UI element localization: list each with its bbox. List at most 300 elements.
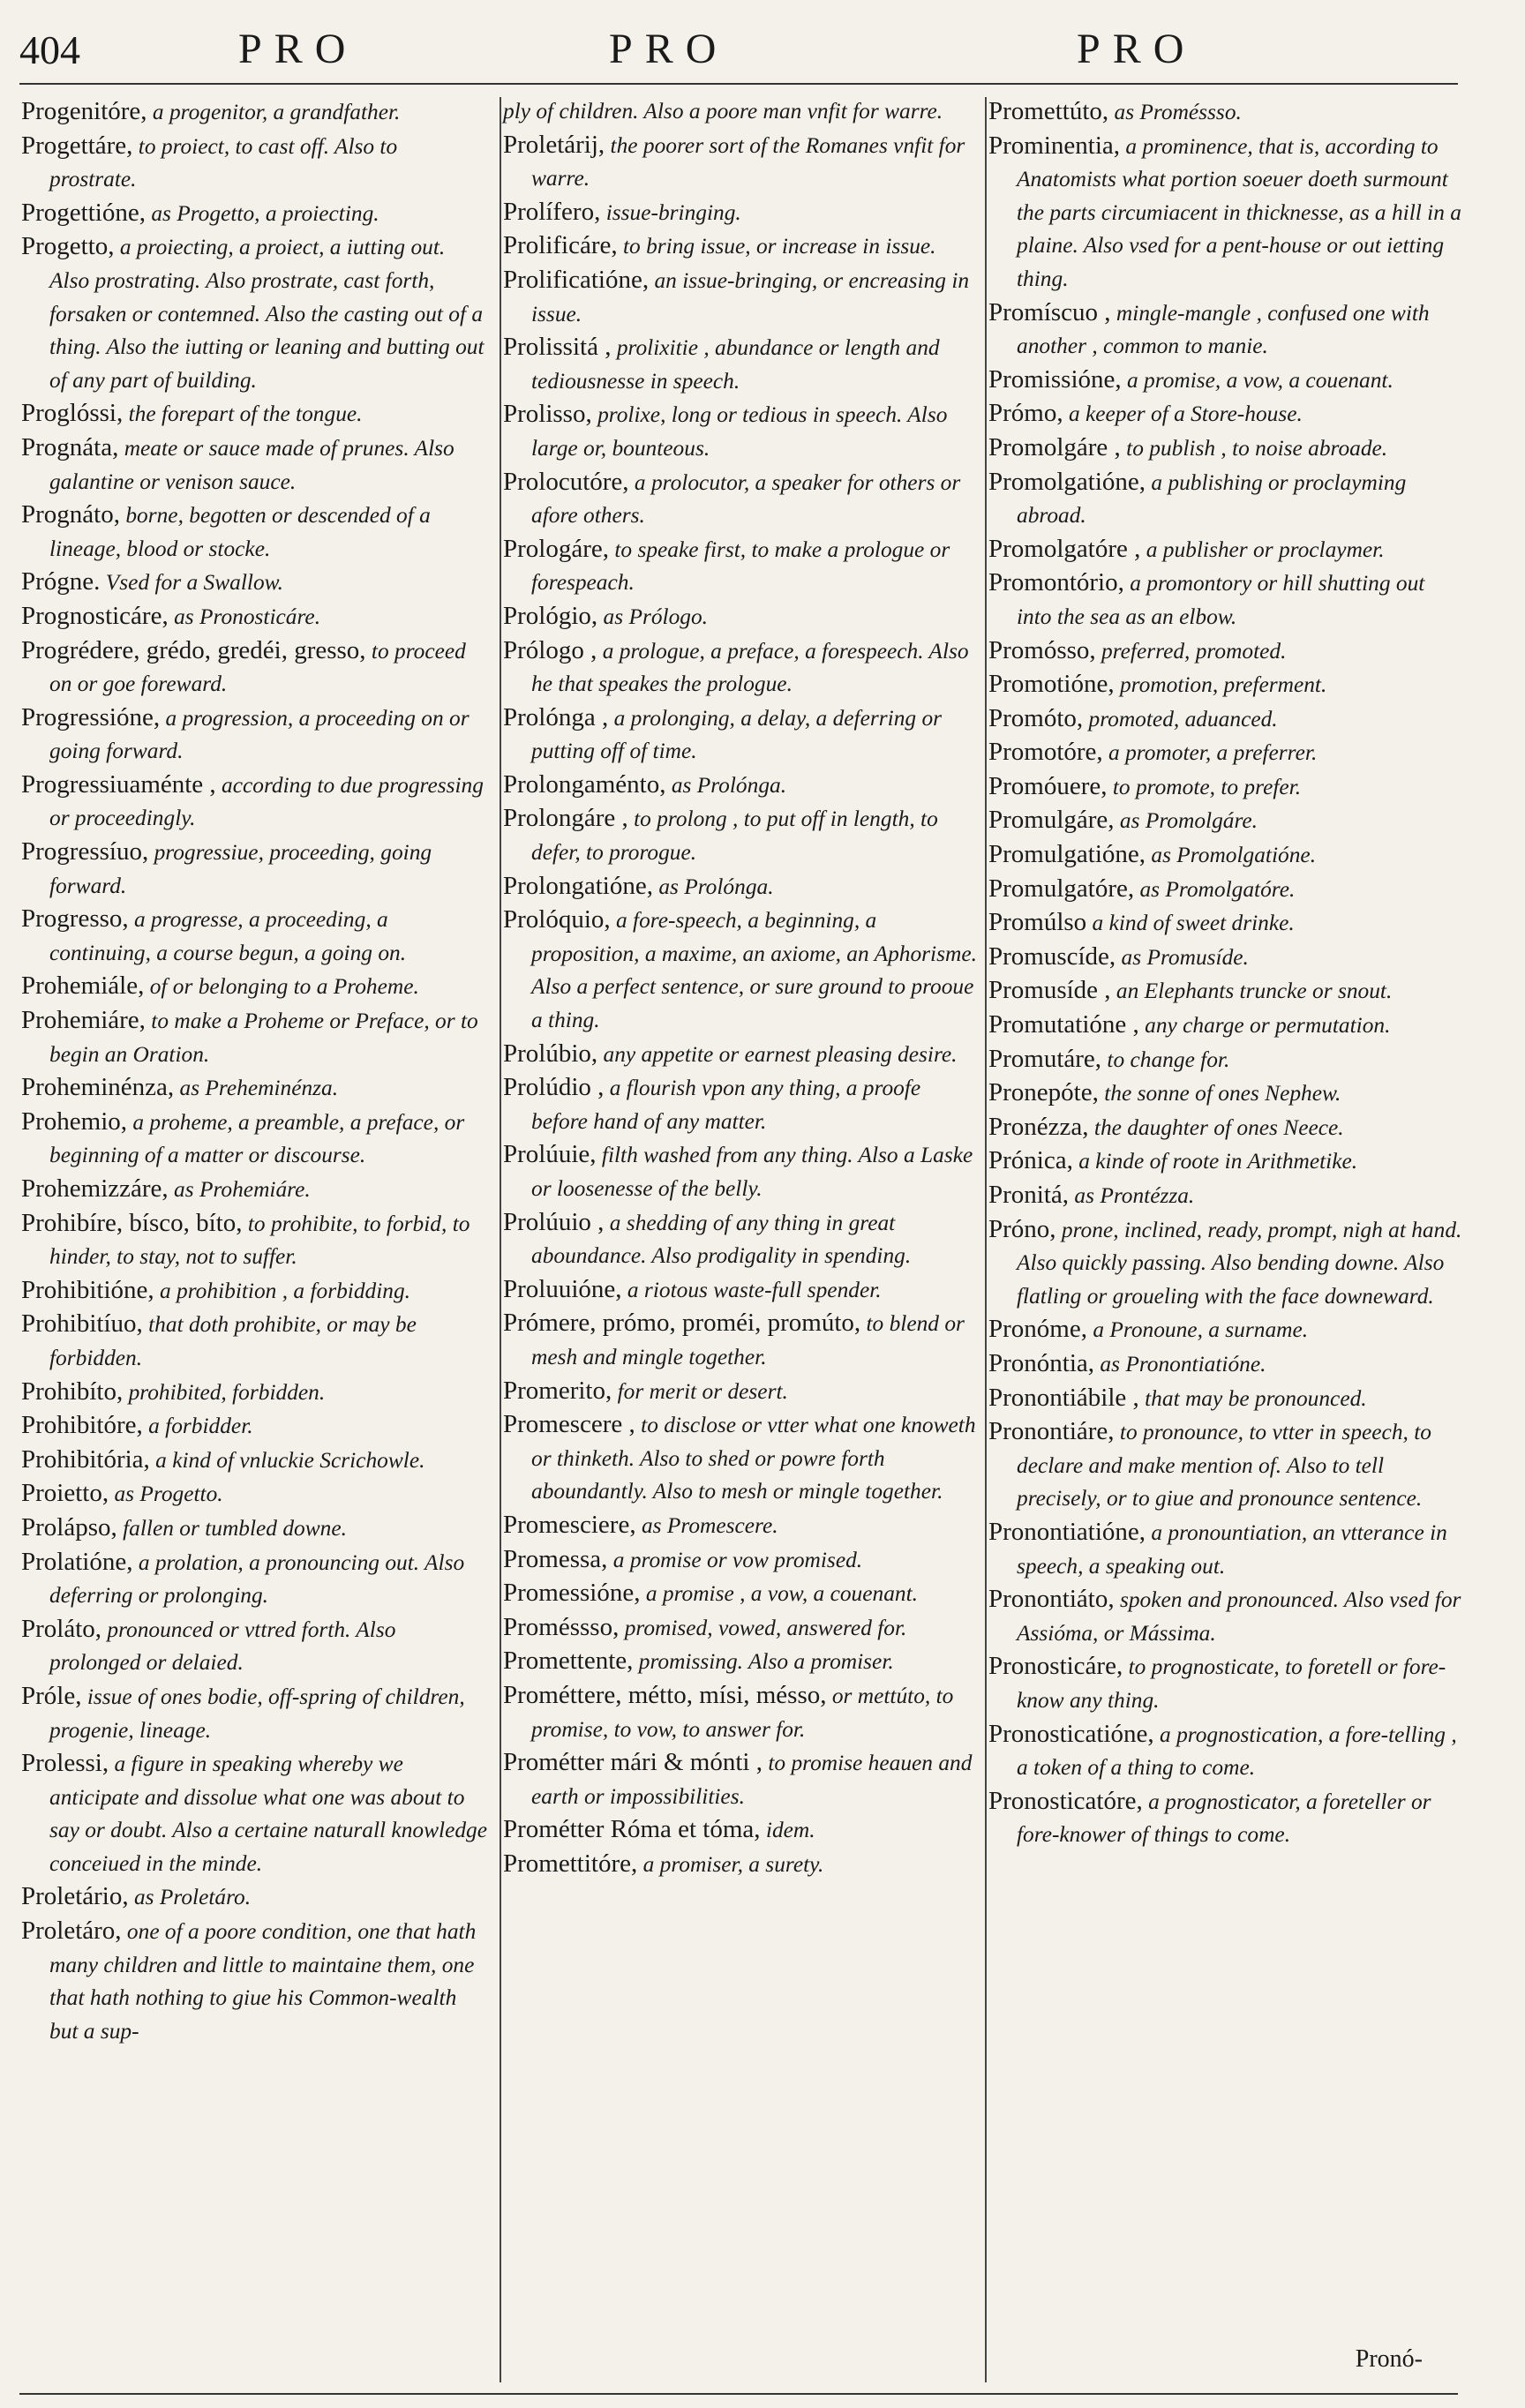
dictionary-entry bbox=[988, 1516, 1465, 1583]
entry-headword: Prolífero, bbox=[503, 197, 601, 226]
entry-definition: a promoter, a preferrer. bbox=[1108, 740, 1318, 766]
dictionary-entry bbox=[503, 1746, 978, 1813]
column-divider bbox=[500, 97, 501, 2382]
dictionary-entry bbox=[503, 870, 978, 904]
entry-headword: Promíscuo , bbox=[988, 297, 1111, 326]
entry-headword: Pronontiáto, bbox=[988, 1585, 1115, 1614]
entry-headword: Promotóre, bbox=[988, 738, 1103, 767]
entry-headword: Prohemiáre, bbox=[21, 1006, 146, 1035]
entry-definition: a prominence, that is, according to Anatomists what portion soeuer doeth surmount the parts circumiacent in thicknesse, as a hill in a plaine. Also vsed for a pent-house or out ietting thing. bbox=[1017, 133, 1461, 291]
entry-headword: Prógne. bbox=[21, 567, 101, 596]
dictionary-entry bbox=[503, 466, 978, 533]
entry-headword: Promolgatióne, bbox=[988, 467, 1146, 496]
entry-definition: meate or sauce made of prunes. Also galantine or venison sauce. bbox=[49, 435, 454, 494]
dictionary-entry bbox=[503, 196, 978, 230]
dictionary-entry bbox=[21, 1680, 489, 1747]
dictionary-entry bbox=[503, 264, 978, 331]
entry-headword: Promessa, bbox=[503, 1544, 608, 1573]
entry-headword: Prohemizzáre, bbox=[21, 1174, 169, 1203]
entry-definition: for merit or desert. bbox=[617, 1378, 788, 1404]
entry-definition: an Elephants truncke or snout. bbox=[1116, 979, 1393, 1004]
entry-headword: Proglóssi, bbox=[21, 399, 124, 428]
entry-definition: a promiser, a surety. bbox=[642, 1851, 824, 1877]
dictionary-entry bbox=[21, 1880, 489, 1915]
entry-definition: prone, inclined, ready, prompt, nigh at hand. Also quickly passing. Also bending downe. Also flatling or groueling with the face downeward. bbox=[1017, 1217, 1462, 1309]
entry-headword: Promóto, bbox=[988, 703, 1084, 732]
entry-definition: a keeper of a Store-house. bbox=[1068, 401, 1303, 427]
entry-headword: Promulgáre, bbox=[988, 806, 1115, 835]
entry-definition: to speake first, to make a prologue or forespeach. bbox=[531, 536, 950, 596]
entry-definition: a shedding of any thing in great aboundance. Also prodigality in spending. bbox=[531, 1210, 912, 1269]
entry-definition: filth washed from any thing. Also a Laske or loosenesse of the belly. bbox=[531, 1143, 973, 1201]
entry-definition: as Prolónga. bbox=[658, 874, 774, 899]
entry-headword: Progetto, bbox=[21, 232, 115, 261]
entry-headword: Prohibíto, bbox=[21, 1377, 124, 1406]
entry-headword: Prolificáre, bbox=[503, 231, 618, 260]
entry-headword: Proietto, bbox=[21, 1479, 109, 1508]
entry-definition: as Promusíde. bbox=[1121, 944, 1249, 970]
dictionary-entry bbox=[503, 533, 978, 600]
entry-definition: a figure in speaking whereby we anticipate and dissolue what one was about to say or doubt. Also a certaine naturall knowledge conceiued in the minde. bbox=[49, 1752, 488, 1876]
entry-headword: Prohibitóre, bbox=[21, 1411, 143, 1440]
entry-definition: issue-bringing. bbox=[605, 199, 741, 225]
entry-headword: Prolissitá , bbox=[503, 333, 612, 362]
entry-definition: as Promolgáre. bbox=[1119, 808, 1258, 834]
entry-definition: a Pronoune, a surname. bbox=[1093, 1317, 1309, 1343]
dictionary-entry bbox=[21, 130, 489, 197]
entry-headword: Progressióne, bbox=[21, 702, 161, 731]
entry-definition: to proiect, to cast off. Also to prostrate. bbox=[49, 133, 398, 192]
entry-definition: as Prontézza. bbox=[1074, 1183, 1195, 1208]
entry-headword: Prohemiále, bbox=[21, 971, 145, 1001]
entry-definition: to prognosticate, to foretell or fore-know any thing. bbox=[1017, 1654, 1446, 1713]
dictionary-entry bbox=[21, 1613, 489, 1680]
dictionary-entry bbox=[503, 1038, 978, 1072]
dictionary-entry bbox=[21, 836, 489, 903]
entry-headword: Progressíuo, bbox=[21, 837, 149, 866]
entry-headword: Prolápso, bbox=[21, 1512, 117, 1542]
entry-headword: Próle, bbox=[21, 1681, 82, 1710]
entry-headword: Prolisso, bbox=[503, 400, 592, 429]
entry-headword: Prohibitória, bbox=[21, 1444, 150, 1474]
entry-headword: Prolónga , bbox=[503, 702, 609, 731]
entry-headword: Promescere , bbox=[503, 1410, 635, 1439]
entry-definition: a proheme, a preamble, a preface, or beginning of a matter or discourse. bbox=[49, 1109, 465, 1168]
dictionary-entry bbox=[21, 1071, 489, 1106]
dictionary-entry bbox=[21, 970, 489, 1004]
entry-headword: Pronosticáre, bbox=[988, 1652, 1123, 1681]
dictionary-entry bbox=[21, 1004, 489, 1071]
entry-definition: idem. bbox=[765, 1818, 815, 1843]
entry-headword: Proméssso, bbox=[503, 1612, 620, 1641]
dictionary-entry bbox=[21, 431, 489, 499]
dictionary-entry bbox=[503, 802, 978, 869]
dictionary-entry bbox=[21, 769, 489, 836]
entry-headword: Prohemio, bbox=[21, 1106, 128, 1136]
dictionary-entry bbox=[503, 1138, 978, 1205]
dictionary-entry bbox=[503, 701, 978, 769]
dictionary-entry bbox=[21, 1376, 489, 1410]
dictionary-entry bbox=[503, 1543, 978, 1578]
dictionary-entry bbox=[21, 1477, 489, 1512]
dictionary-entry bbox=[21, 1274, 489, 1309]
entry-headword: Pronézza, bbox=[988, 1112, 1089, 1141]
entry-headword: Pronóme, bbox=[988, 1315, 1087, 1344]
dictionary-entry bbox=[988, 736, 1465, 770]
entry-headword: Proletáro, bbox=[21, 1917, 122, 1946]
dictionary-entry bbox=[21, 634, 489, 701]
dictionary-entry bbox=[988, 1583, 1465, 1650]
entry-definition: as Prolónga. bbox=[671, 772, 787, 798]
entry-headword: Prolificatióne, bbox=[503, 265, 650, 294]
entry-headword: Prolongaménto, bbox=[503, 769, 666, 799]
entry-headword: Promolgatóre , bbox=[988, 534, 1141, 563]
entry-headword: Prónica, bbox=[988, 1146, 1073, 1175]
dictionary-entry bbox=[21, 1546, 489, 1613]
dictionary-entry bbox=[988, 1111, 1465, 1145]
entry-headword: Prólogo , bbox=[503, 635, 597, 664]
entry-definition: to prohibite, to forbid, to hinder, to stay, not to suffer. bbox=[49, 1211, 470, 1270]
entry-definition: promoted, aduanced. bbox=[1088, 706, 1278, 731]
dictionary-entry bbox=[988, 466, 1465, 533]
entry-headword: Progresso, bbox=[21, 904, 129, 934]
dictionary-entry bbox=[503, 1577, 978, 1611]
dictionary-entry bbox=[503, 1375, 978, 1409]
entry-definition: a flourish vpon any thing, a proofe before hand of any matter. bbox=[531, 1076, 921, 1134]
entry-headword: Pronepóte, bbox=[988, 1078, 1099, 1107]
entry-headword: Prohibitíuo, bbox=[21, 1309, 143, 1339]
dictionary-entry bbox=[21, 1747, 489, 1880]
dictionary-entry bbox=[21, 1207, 489, 1274]
entry-definition: any appetite or earnest pleasing desire. bbox=[603, 1041, 958, 1067]
entry-headword: Proláto, bbox=[21, 1614, 102, 1643]
entry-definition: a prolation, a pronouncing out. Also deferring or prolonging. bbox=[49, 1549, 465, 1609]
dictionary-entry bbox=[988, 634, 1465, 669]
entry-definition: a kinde of roote in Arithmetike. bbox=[1078, 1149, 1358, 1174]
entry-definition: issue of ones bodie, off-spring of children, progenie, lineage. bbox=[49, 1684, 465, 1743]
entry-definition: one of a poore condition, one that hath many children and little to maintaine them, one that hath nothing to giue his Common-wealth but a sup- bbox=[49, 1919, 477, 2044]
dictionary-entry bbox=[988, 702, 1465, 737]
entry-definition: to disclose or vtter what one knoweth or thinketh. Also to shed or powre forth aboundantly. Also to mesh or mingle together. bbox=[531, 1413, 976, 1504]
dictionary-entry bbox=[503, 1509, 978, 1543]
dictionary-entry bbox=[988, 296, 1465, 364]
entry-headword: Prolongatióne, bbox=[503, 871, 653, 900]
entry-definition: promotion, preferment. bbox=[1119, 672, 1327, 698]
entry-headword: Promulgatióne, bbox=[988, 840, 1146, 869]
dictionary-entry bbox=[21, 701, 489, 769]
column-middle bbox=[503, 95, 978, 1881]
entry-definition: any charge or permutation. bbox=[1145, 1013, 1391, 1039]
entry-definition: to prolong , to put off in length, to defer, to prorogue. bbox=[531, 806, 938, 866]
entry-headword: Prologáre, bbox=[503, 534, 609, 563]
entry-headword: Prognáto, bbox=[21, 500, 120, 529]
entry-definition: as Pronosticáre. bbox=[174, 604, 321, 629]
dictionary-entry bbox=[988, 941, 1465, 975]
entry-definition: the forepart of the tongue. bbox=[128, 401, 363, 427]
entry-headword: Prognáta, bbox=[21, 432, 119, 461]
dictionary-entry bbox=[21, 566, 489, 600]
entry-definition: a prognostication, a fore-telling , a token of a thing to come. bbox=[1017, 1722, 1457, 1781]
entry-headword: Promusíde , bbox=[988, 976, 1111, 1005]
entry-headword: Progettióne, bbox=[21, 198, 146, 227]
entry-headword: Proheminénza, bbox=[21, 1073, 175, 1102]
entry-headword: Prómere, prómo, proméi, promúto, bbox=[503, 1309, 861, 1338]
dictionary-entry bbox=[21, 600, 489, 634]
entry-definition: spoken and pronounced. Also vsed for Assióma, or Mássima. bbox=[1017, 1587, 1461, 1646]
entry-definition: or mettúto, to promise, to vow, to answer for. bbox=[531, 1683, 954, 1742]
dictionary-entry bbox=[988, 1144, 1465, 1179]
entry-headword: Promutáre, bbox=[988, 1044, 1102, 1073]
entry-definition: that doth prohibite, or may be forbidden. bbox=[49, 1312, 417, 1370]
dictionary-entry bbox=[503, 331, 978, 398]
entry-headword: Prométter Róma et tóma, bbox=[503, 1815, 761, 1844]
entry-headword: Pronosticatióne, bbox=[988, 1719, 1154, 1748]
entry-headword: Prolúuio , bbox=[503, 1207, 605, 1236]
entry-definition: to bring issue, or increase in issue. bbox=[623, 234, 936, 259]
entry-headword: Prométter mári & mónti , bbox=[503, 1748, 762, 1777]
dictionary-entry bbox=[21, 1308, 489, 1375]
entry-headword: Promettitóre, bbox=[503, 1849, 638, 1878]
entry-headword: Promutatióne , bbox=[988, 1010, 1139, 1039]
dictionary-entry bbox=[988, 1415, 1465, 1516]
page-number: 404 bbox=[19, 27, 80, 72]
entry-definition: a kind of sweet drinke. bbox=[1092, 911, 1295, 936]
entry-definition: a prolocutor, a speaker for others or afore others. bbox=[531, 469, 961, 529]
entry-headword: Promesciere, bbox=[503, 1510, 636, 1539]
entry-definition: a publisher or proclaymer. bbox=[1146, 536, 1385, 562]
entry-definition: pronounced or vttred forth. Also prolonged or delaied. bbox=[49, 1617, 396, 1676]
entry-definition: the sonne of ones Nephew. bbox=[1104, 1081, 1341, 1106]
dictionary-entry bbox=[503, 1206, 978, 1273]
entry-headword: Proluuióne, bbox=[503, 1274, 622, 1303]
dictionary-entry bbox=[21, 903, 489, 970]
dictionary-entry bbox=[988, 1718, 1465, 1785]
dictionary-entry bbox=[503, 95, 978, 129]
entry-definition: the daughter of ones Neece. bbox=[1093, 1114, 1344, 1140]
dictionary-entry bbox=[988, 1179, 1465, 1213]
dictionary-entry bbox=[21, 230, 489, 397]
entry-definition: progressiue, proceeding, going forward. bbox=[49, 840, 432, 898]
entry-headword: Prognosticáre, bbox=[21, 601, 169, 630]
entry-headword: Pronosticatóre, bbox=[988, 1786, 1143, 1815]
entry-headword: Promóuere, bbox=[988, 771, 1108, 800]
entry-headword: Promulgatóre, bbox=[988, 874, 1135, 903]
entry-headword: Progressiuaménte , bbox=[21, 769, 216, 799]
dictionary-entry bbox=[21, 1106, 489, 1173]
entry-headword: Pronontiatióne, bbox=[988, 1517, 1146, 1546]
dictionary-entry bbox=[988, 431, 1465, 466]
entry-headword: Prolongáre , bbox=[503, 804, 628, 833]
entry-definition: as Proletáro. bbox=[133, 1885, 252, 1910]
dictionary-entry bbox=[503, 398, 978, 465]
entry-headword: Pronontiáre, bbox=[988, 1417, 1115, 1446]
entry-headword: Prohibíre, bísco, bíto, bbox=[21, 1208, 243, 1237]
entry-definition: a proiecting, a proiect, a iutting out. Also prostrating. Also prostrate, cast forth, forsaken or contemned. Also the casting out of a thing. Also the iutting or leaning and butting out of any part of building. bbox=[49, 235, 485, 393]
entry-headword: Próno, bbox=[988, 1214, 1056, 1243]
dictionary-entry bbox=[503, 600, 978, 634]
entry-headword: Promerito, bbox=[503, 1376, 612, 1405]
running-head-left: PRO bbox=[238, 26, 358, 72]
entry-headword: Prolúuie, bbox=[503, 1140, 597, 1169]
entry-definition: to blend or mesh and mingle together. bbox=[531, 1311, 965, 1369]
dictionary-entry bbox=[503, 1645, 978, 1679]
dictionary-entry bbox=[988, 906, 1465, 941]
entry-definition: a kind of vnluckie Scrichowle. bbox=[155, 1447, 425, 1473]
dictionary-entry bbox=[503, 1273, 978, 1308]
catchword: Pronó- bbox=[1355, 2345, 1423, 2373]
entry-definition: as Proméssso. bbox=[1114, 100, 1242, 124]
entry-definition: borne, begotten or descended of a lineage, blood or stocke. bbox=[49, 503, 431, 561]
entry-headword: Promettente, bbox=[503, 1647, 634, 1676]
dictionary-entry bbox=[21, 1512, 489, 1546]
entry-definition: to promote, to prefer. bbox=[1112, 774, 1302, 799]
dictionary-entry bbox=[988, 397, 1465, 431]
dictionary-entry bbox=[503, 1679, 978, 1746]
entry-definition: mingle-mangle , confused one with another , common to manie. bbox=[1017, 300, 1430, 359]
entry-definition: to make a Proheme or Preface, or to begin an Oration. bbox=[49, 1009, 478, 1067]
entry-headword: Prolúdio , bbox=[503, 1073, 605, 1102]
dictionary-entry bbox=[503, 229, 978, 264]
entry-definition: as Pronontiatióne. bbox=[1100, 1351, 1266, 1377]
column-left bbox=[21, 95, 489, 2048]
dictionary-entry bbox=[21, 197, 489, 231]
entry-definition: as Promolgatióne. bbox=[1151, 843, 1317, 868]
entry-headword: Prolúbio, bbox=[503, 1039, 598, 1068]
dictionary-entry bbox=[988, 566, 1465, 634]
dictionary-entry bbox=[21, 1915, 489, 2048]
entry-headword: Prominentia, bbox=[988, 131, 1121, 160]
entry-definition: as Promescere. bbox=[641, 1512, 778, 1538]
dictionary-entry bbox=[988, 974, 1465, 1009]
entry-definition: to promise heauen and earth or impossibilities. bbox=[531, 1751, 973, 1809]
entry-definition: promised, vowed, answered for. bbox=[624, 1615, 907, 1640]
entry-headword: Promolgáre , bbox=[988, 432, 1121, 461]
entry-definition: to proceed on or goe foreward. bbox=[49, 638, 466, 697]
entry-definition: as Progetto. bbox=[114, 1482, 223, 1507]
entry-headword: Pronóntia, bbox=[988, 1348, 1095, 1377]
entry-definition: as Preheminénza. bbox=[179, 1076, 339, 1101]
dictionary-entry bbox=[21, 397, 489, 431]
dictionary-entry bbox=[988, 838, 1465, 873]
dictionary-entry bbox=[988, 1650, 1465, 1717]
entry-definition: prolixe, long or tedious in speech. Also large or, bounteous. bbox=[531, 402, 948, 461]
dictionary-entry bbox=[21, 95, 489, 130]
entry-definition: an issue-bringing, or encreasing in issue. bbox=[531, 267, 970, 326]
dictionary-entry bbox=[503, 634, 978, 701]
entry-definition: a progression, a proceeding on or going forward. bbox=[49, 705, 470, 764]
entry-definition: a pronountiation, an vtterance in speech, a speaking out. bbox=[1017, 1519, 1447, 1579]
entry-headword: Promuscíde, bbox=[988, 941, 1116, 971]
entry-headword: Proletárij, bbox=[503, 130, 605, 159]
entry-definition: a riotous waste-full spender. bbox=[627, 1277, 882, 1302]
entry-headword: Promontório, bbox=[988, 568, 1124, 597]
dictionary-entry bbox=[503, 769, 978, 803]
dictionary-entry bbox=[988, 1313, 1465, 1347]
entry-definition: promissing. Also a promiser. bbox=[638, 1649, 894, 1675]
dictionary-entry bbox=[988, 770, 1465, 805]
entry-headword: Prolatióne, bbox=[21, 1547, 133, 1576]
entry-headword: Promissióne, bbox=[988, 364, 1122, 394]
entry-definition: a promise or vow promised. bbox=[612, 1547, 863, 1572]
running-head-center: PRO bbox=[609, 26, 729, 72]
entry-definition: a publishing or proclayming abroad. bbox=[1017, 469, 1407, 529]
entry-definition: according to due progressing or proceedingly. bbox=[49, 772, 484, 831]
entry-headword: Progenitóre, bbox=[21, 97, 147, 125]
entry-definition: to pronounce, to vtter in speech, to declare and make mention of. Also to tell precisely, or to giue and pronounce sentence. bbox=[1017, 1420, 1431, 1512]
entry-definition: a prognosticator, a foreteller or fore-knower of things to come. bbox=[1017, 1789, 1431, 1848]
entry-headword: Prométtere, métto, mísi, mésso, bbox=[503, 1680, 827, 1709]
dictionary-entry bbox=[988, 1043, 1465, 1077]
entry-definition: as Promolgatóre. bbox=[1139, 876, 1296, 902]
dictionary-entry bbox=[503, 1071, 978, 1138]
entry-definition: a promise , a vow, a couenant. bbox=[645, 1581, 918, 1607]
entry-headword: Prohibitióne, bbox=[21, 1275, 154, 1304]
dictionary-entry bbox=[988, 1347, 1465, 1382]
entry-headword: Proletário, bbox=[21, 1882, 129, 1911]
entry-headword: Pronontiábile , bbox=[988, 1383, 1139, 1412]
entry-headword: Prolóquio, bbox=[503, 905, 611, 934]
dictionary-entry bbox=[988, 533, 1465, 567]
entry-definition: a prolonging, a delay, a deferring or putting off of time. bbox=[531, 705, 943, 764]
entry-definition: a promontory or hill shutting out into the sea as an elbow. bbox=[1017, 571, 1425, 629]
dictionary-entry bbox=[988, 1076, 1465, 1111]
entry-definition: a progresse, a proceeding, a continuing, a course begun, a going on. bbox=[49, 907, 407, 965]
entry-headword: Progettáre, bbox=[21, 131, 133, 160]
column-divider bbox=[985, 97, 987, 2382]
dictionary-entry bbox=[988, 804, 1465, 838]
entry-definition: that may be pronounced. bbox=[1145, 1385, 1367, 1411]
entry-definition: a fore-speech, a beginning, a proposition, a maxime, an axiome, an Aphorisme. Also a perfect sentence, or sure ground to prooue a thing. bbox=[531, 908, 977, 1033]
entry-definition: fallen or tumbled downe. bbox=[123, 1515, 347, 1541]
entry-headword: Pronitá, bbox=[988, 1181, 1070, 1209]
dictionary-entry bbox=[503, 1307, 978, 1374]
entry-definition: a progenitor, a grandfather. bbox=[152, 100, 401, 124]
dictionary-entry bbox=[21, 1444, 489, 1478]
entry-definition: to change for. bbox=[1107, 1046, 1230, 1072]
header-rule bbox=[19, 83, 1458, 85]
entry-headword: Prolessi, bbox=[21, 1749, 109, 1778]
running-head-right: PRO bbox=[1077, 26, 1197, 72]
dictionary-entry bbox=[988, 873, 1465, 907]
entry-headword: Promessióne, bbox=[503, 1579, 641, 1608]
entry-headword: Prómo, bbox=[988, 399, 1063, 428]
entry-definition: a promise, a vow, a couenant. bbox=[1127, 367, 1394, 393]
dictionary-entry bbox=[988, 130, 1465, 296]
column-right bbox=[988, 95, 1465, 1852]
entry-headword: Prolocutóre, bbox=[503, 467, 629, 496]
entry-definition: prohibited, forbidden. bbox=[128, 1379, 326, 1405]
dictionary-entry bbox=[21, 499, 489, 566]
dictionary-entry bbox=[503, 1848, 978, 1882]
footer-rule bbox=[19, 2393, 1458, 2395]
entry-definition: prolixitie , abundance or length and tediousnesse in speech. bbox=[531, 335, 940, 394]
dictionary-entry bbox=[988, 1785, 1465, 1852]
dictionary-entry bbox=[988, 1213, 1465, 1314]
dictionary-entry bbox=[988, 364, 1465, 398]
entry-headword: Promósso, bbox=[988, 635, 1096, 664]
entry-definition: as Prohemiáre. bbox=[174, 1177, 311, 1202]
entry-definition: the poorer sort of the Romanes vnfit for warre. bbox=[531, 132, 965, 191]
entry-definition: of or belonging to a Proheme. bbox=[149, 974, 419, 1000]
entry-headword: Promotióne, bbox=[988, 670, 1115, 699]
dictionary-entry bbox=[988, 668, 1465, 702]
entry-headword: Prológio, bbox=[503, 601, 598, 630]
dictionary-entry bbox=[988, 1382, 1465, 1416]
dictionary-entry bbox=[21, 1409, 489, 1444]
entry-headword: Promettúto, bbox=[988, 97, 1109, 125]
entry-definition: Vsed for a Swallow. bbox=[105, 570, 284, 596]
dictionary-entry bbox=[988, 95, 1465, 130]
